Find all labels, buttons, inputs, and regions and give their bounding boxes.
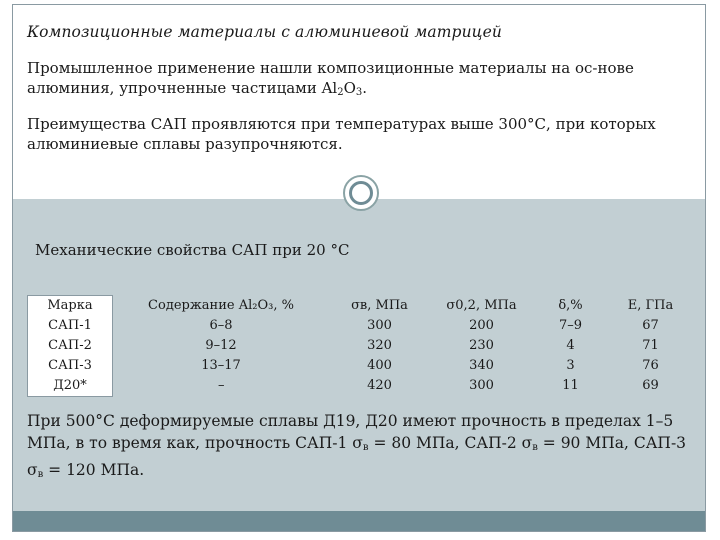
- table-cell: 76: [642, 358, 659, 373]
- subscript: 3: [355, 87, 363, 98]
- table-row: [28, 336, 694, 356]
- table-cell: 4: [566, 338, 575, 353]
- closing-text: = 90 МПа, САП-3 σ: [27, 434, 687, 479]
- table-row: [28, 376, 694, 397]
- paragraph-text: Промышленное применение нашли композиционные материалы на ос-нове алюминия, упрочненные частицами Al: [27, 59, 634, 97]
- properties-table: [27, 295, 694, 397]
- table-title: Механические свойства САП при 20 °С: [35, 241, 350, 259]
- closing-text: = 80 МПа, САП-2 σ: [368, 434, 533, 452]
- header-modulus: Е, ГПа: [627, 297, 674, 313]
- table-cell: 13–17: [201, 358, 241, 373]
- header-content: Содержание Al₂O₃, %: [148, 297, 294, 313]
- cell-grade: САП-3: [28, 356, 113, 376]
- table-cell: 340: [469, 358, 494, 373]
- closing-text: = 120 МПа.: [43, 461, 145, 479]
- paragraph-text: O: [343, 79, 356, 97]
- table-row: [28, 316, 694, 336]
- table-cell: 9–12: [205, 338, 237, 353]
- header-elongation: δ,%: [558, 297, 583, 313]
- header-tensile: σв, МПа: [351, 297, 408, 313]
- table-cell: –: [218, 378, 225, 394]
- table-cell: 420: [367, 378, 392, 394]
- table-cell: 230: [469, 338, 494, 353]
- table-cell: 400: [367, 358, 392, 373]
- table-cell: 300: [367, 318, 392, 333]
- table-cell: 71: [642, 338, 659, 353]
- slide-heading: Композиционные материалы с алюминиевой матрицей: [27, 23, 502, 41]
- paragraph-industrial-use: [27, 58, 697, 103]
- subscript: в: [362, 442, 369, 453]
- table-cell: 3: [566, 358, 575, 373]
- subscript: в: [532, 442, 538, 453]
- slide-frame: [12, 4, 706, 532]
- subscript: в: [37, 469, 44, 480]
- divider-medallion-icon: [343, 175, 379, 211]
- subscript: 2: [337, 87, 344, 98]
- table-cell: 300: [469, 378, 494, 394]
- table-cell: 69: [642, 378, 659, 394]
- header-yield: σ0,2, МПа: [446, 297, 517, 313]
- table-row: [28, 356, 694, 376]
- table-cell: 200: [469, 318, 494, 333]
- table-header-row: [28, 296, 694, 317]
- cell-grade: САП-2: [28, 336, 113, 356]
- header-grade: Марка: [28, 296, 113, 317]
- table-cell: 11: [562, 378, 579, 394]
- table-cell: 320: [367, 338, 392, 353]
- closing-text: При 500°С деформируемые сплавы Д19, Д20 имеют прочность в пределах 1–5 МПа, в то время как, прочность САП-1 σ: [27, 412, 674, 452]
- slide-top-panel: [13, 5, 705, 200]
- paragraph-advantages: Преимущества САП проявляются при температурах выше 300°С, при которых алюминиевые сплавы разупрочняются.: [27, 115, 656, 153]
- paragraph-text: .: [362, 79, 368, 97]
- table-cell: 7–9: [558, 318, 583, 333]
- footer-band: [13, 511, 705, 532]
- closing-paragraph: [27, 410, 699, 486]
- table-cell: 6–8: [209, 318, 233, 333]
- cell-grade: Д20*: [28, 376, 113, 397]
- table-cell: 67: [642, 318, 659, 333]
- cell-grade: САП-1: [28, 316, 113, 336]
